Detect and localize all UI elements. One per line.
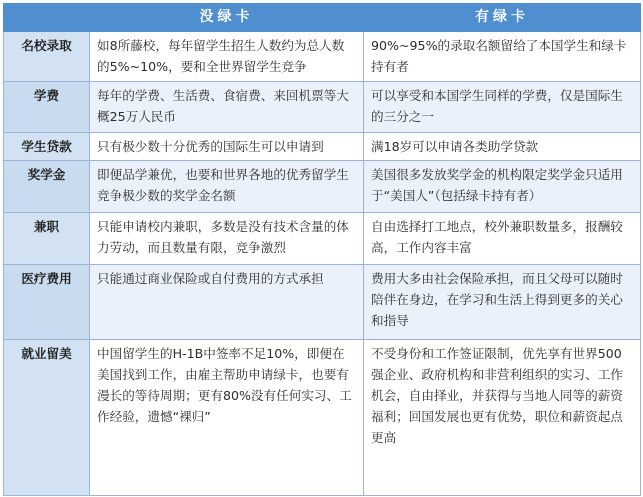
row-greencard: 费用大多由社会保险承担，而且父母可以随时陪伴在身边，在学习和生活上得到更多的关心和指导 — [364, 265, 641, 340]
row-greencard: 美国很多发放奖学金的机构限定奖学金只适用于“美国人”（包括绿卡持有者） — [364, 161, 641, 213]
row-greencard: 90%~95%的录取名额留给了本国学生和绿卡持有者 — [364, 32, 641, 82]
row-greencard: 可以享受和本国学生同样的学费，仅是国际生的三分之一 — [364, 82, 641, 133]
row-category: 医疗费用 — [4, 265, 90, 340]
row-category: 学生贷款 — [4, 133, 90, 161]
row-no-greencard: 只能通过商业保险或自付费用的方式承担 — [90, 265, 364, 340]
table-row — [4, 265, 641, 340]
row-category: 就业留美 — [4, 340, 90, 496]
row-no-greencard: 如8所藤校，每年留学生招生人数约为总人数的5%~10%，要和全世界留学生竞争 — [90, 32, 364, 82]
row-no-greencard: 每年的学费、生活费、食宿费、来回机票等大概25万人民币 — [90, 82, 364, 133]
row-greencard: 满18岁可以申请各类助学贷款 — [364, 133, 641, 161]
header-no-greencard: 没绿卡 — [90, 4, 364, 32]
table-row — [4, 340, 641, 496]
row-greencard: 不受身份和工作签证限制，优先享有世界500强企业、政府机构和非营利组织的实习、工作机会，自由择业，并获得与当地人同等的薪资福利；回国发展也更有优势，职位和薪资起点更高 — [364, 340, 641, 496]
table-row — [4, 82, 641, 133]
table-row — [4, 213, 641, 265]
row-greencard: 自由选择打工地点，校外兼职数量多，报酬较高，工作内容丰富 — [364, 213, 641, 265]
row-category: 名校录取 — [4, 32, 90, 82]
row-no-greencard: 中国留学生的H-1B中签率不足10%，即便在美国找到工作，由雇主帮助申请绿卡，也要有漫长的等待周期；更有80%没有任何实习、工作经验，遗憾“裸归” — [90, 340, 364, 496]
row-no-greencard: 即便品学兼优，也要和世界各地的优秀留学生竞争极少数的奖学金名额 — [90, 161, 364, 213]
table-row — [4, 32, 641, 82]
header-greencard: 有绿卡 — [364, 4, 641, 32]
table-row — [4, 161, 641, 213]
row-no-greencard: 只有极少数十分优秀的国际生可以申请到 — [90, 133, 364, 161]
row-no-greencard: 只能申请校内兼职，多数是没有技术含量的体力劳动，而且数量有限，竞争激烈 — [90, 213, 364, 265]
table-row — [4, 133, 641, 161]
row-category: 奖学金 — [4, 161, 90, 213]
table-header-row — [4, 4, 641, 32]
row-category: 兼职 — [4, 213, 90, 265]
row-category: 学费 — [4, 82, 90, 133]
comparison-table — [3, 3, 641, 496]
header-corner — [4, 4, 90, 32]
